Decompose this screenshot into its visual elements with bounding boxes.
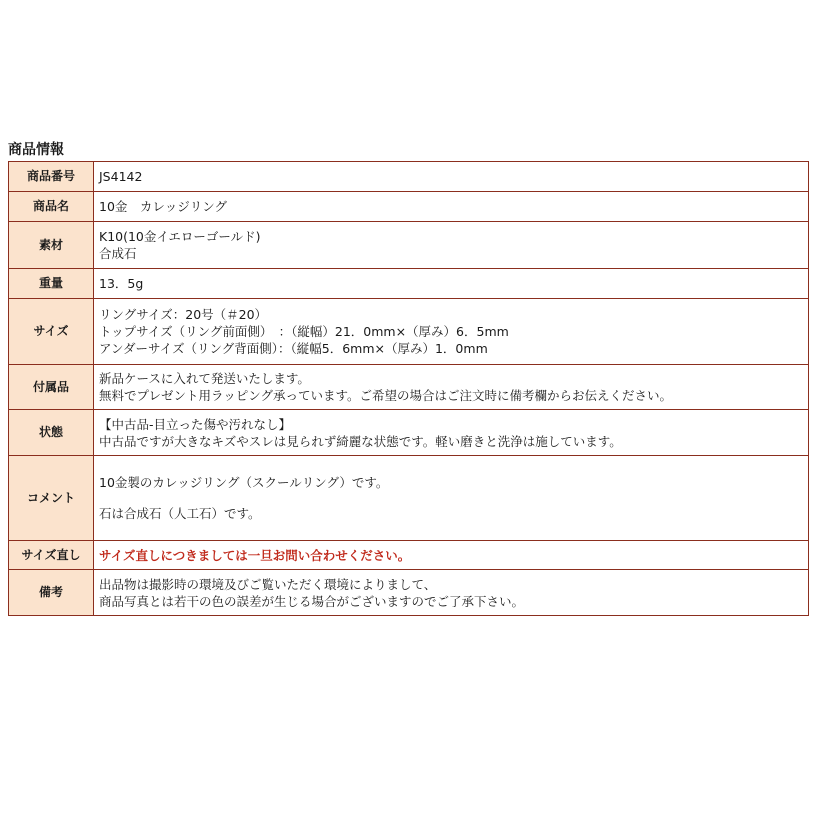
value-condition — [94, 410, 809, 456]
row-material — [9, 222, 809, 269]
row-condition — [9, 410, 809, 456]
value-material — [94, 222, 809, 269]
label-resize: サイズ直し — [9, 541, 94, 570]
size-line: リングサイズ：20号（＃20） — [99, 307, 268, 322]
value-comment — [94, 456, 809, 541]
size-line: トップサイズ（リング前面側） ：（縦幅）21．0mm×（厚み）6．5mm — [99, 324, 509, 339]
label-size: サイズ — [9, 299, 94, 365]
value-notes — [94, 570, 809, 616]
material-line: 合成石 — [99, 246, 137, 261]
label-notes: 備考 — [9, 570, 94, 616]
value-size — [94, 299, 809, 365]
comment-line: 石は合成石（人工石）です。 — [99, 506, 261, 521]
row-weight — [9, 269, 809, 299]
row-size — [9, 299, 809, 365]
comment-line: 10金製のカレッジリング（スクールリング）です。 — [99, 475, 389, 490]
label-product-name: 商品名 — [9, 192, 94, 222]
material-line: K10(10金イエローゴールド) — [99, 229, 261, 244]
section-title: 商品情報 — [8, 142, 64, 158]
value-resize: サイズ直しにつきましては一旦お問い合わせください。 — [94, 541, 809, 570]
label-comment: コメント — [9, 456, 94, 541]
row-product-name — [9, 192, 809, 222]
label-product-code: 商品番号 — [9, 162, 94, 192]
label-condition: 状態 — [9, 410, 94, 456]
label-accessories: 付属品 — [9, 365, 94, 410]
accessories-line: 無料でプレゼント用ラッピング承っています。ご希望の場合はご注文時に備考欄からお伝えください。 — [99, 388, 673, 403]
value-weight: 13．5g — [94, 269, 809, 299]
label-material: 素材 — [9, 222, 94, 269]
notes-line: 商品写真とは若干の色の誤差が生じる場合がございますのでご了承下さい。 — [99, 593, 525, 609]
value-product-code: JS4142 — [94, 162, 809, 192]
accessories-line: 新品ケースに入れて発送いたします。 — [99, 371, 310, 386]
row-comment — [9, 456, 809, 541]
product-info-table — [8, 161, 809, 616]
value-accessories — [94, 365, 809, 410]
condition-line: 中古品ですが大きなキズやスレは見られず綺麗な状態です。軽い磨きと洗浄は施しています。 — [99, 433, 622, 449]
row-resize — [9, 541, 809, 570]
label-weight: 重量 — [9, 269, 94, 299]
value-product-name: 10金 カレッジリング — [94, 192, 809, 222]
row-product-code — [9, 162, 809, 192]
comment-spacer — [99, 491, 803, 505]
notes-line: 出品物は撮影時の環境及びご覧いただく環境によりまして、 — [99, 576, 437, 592]
condition-line: 【中古品-目立った傷や汚れなし】 — [99, 416, 292, 432]
size-line: アンダーサイズ（リング背面側）：（縦幅5．6mm×（厚み）1．0mm — [99, 341, 488, 356]
row-accessories — [9, 365, 809, 410]
row-notes — [9, 570, 809, 616]
